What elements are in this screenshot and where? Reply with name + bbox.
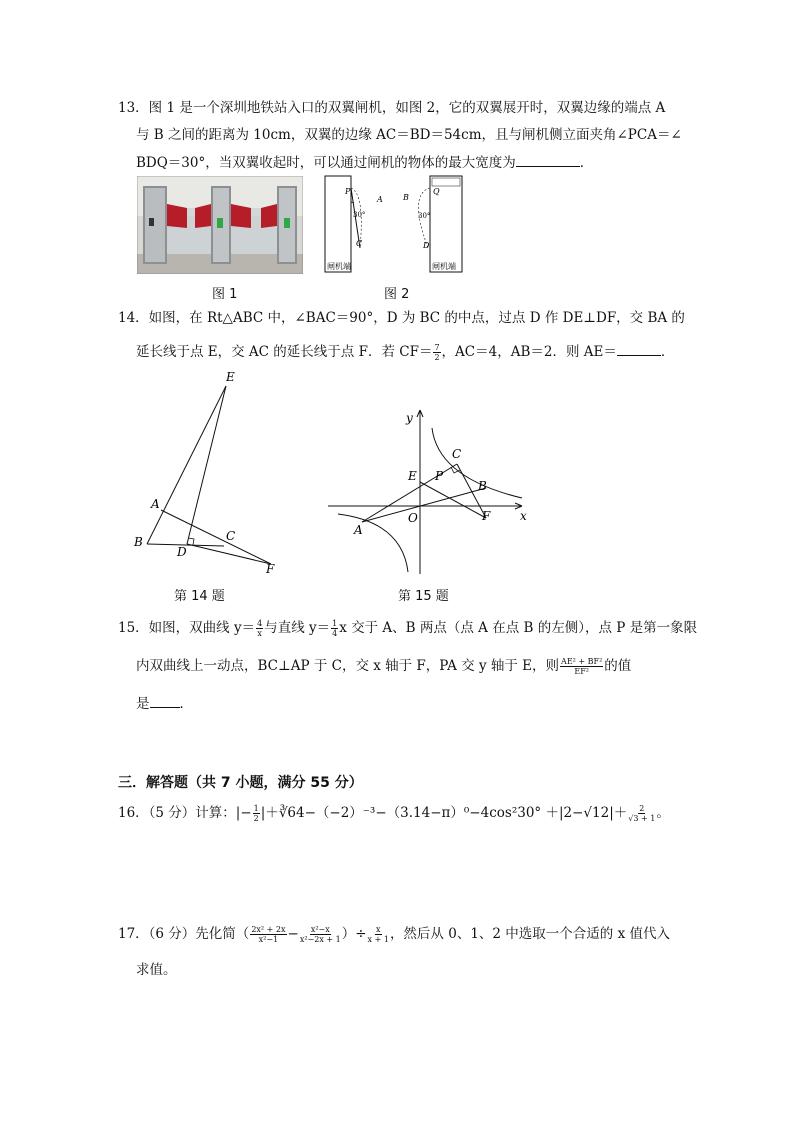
q14-point-c: C — [226, 529, 236, 543]
q15-line-3-end: ． — [179, 696, 193, 712]
q14-point-f: F — [266, 562, 275, 576]
q14-caption: 第 14 题 — [174, 589, 225, 604]
q16-half-numerator: 1 — [253, 804, 259, 813]
q17-text-b: ）÷ — [341, 926, 367, 942]
q14-line-2-text: 延长线于点 E，交 AC 的延长线于点 F．若 CF＝ — [136, 344, 433, 360]
q15-line-1-text-c: x 交于 A、B 两点（点 A 在点 B 的左侧），点 P 是第一象限 — [339, 620, 698, 636]
q15-point-b: B — [478, 479, 487, 493]
q15-hyperbola-denominator: x — [257, 629, 262, 638]
q15-line-2 — [136, 657, 631, 676]
q15-ratio-denominator: EF² — [574, 667, 589, 676]
q17-fraction-2-denominator: x²−2x + 1 — [299, 935, 341, 944]
q15-point-o: O — [408, 511, 418, 525]
q15-line-1-text-a: 15．如图，双曲线 y＝ — [118, 620, 256, 636]
q13-gate-label-left: 闸机端 — [327, 262, 351, 271]
q15-line-2-end: 的值 — [604, 658, 632, 674]
q15-line-1 — [118, 619, 697, 638]
q15-line-fraction — [331, 619, 338, 638]
q16-text-a: 16．（5 分）计算：|− — [118, 805, 252, 821]
q14-line-2-text-b: ，AC＝4，AB＝2．则 AE＝ — [441, 344, 617, 360]
q15-line-3 — [136, 693, 193, 713]
q17-minus: − — [287, 926, 299, 942]
q13-point-a: A — [377, 195, 383, 204]
q13-line-3 — [136, 152, 593, 172]
q13-figure-2-caption: 图 2 — [384, 287, 410, 302]
q13-line-3-end: ． — [579, 155, 594, 171]
q13-line-1: 13．图 1 是一个深圳地铁站入口的双翼闸机，如图 2，它的双翼展开时，双翼边缘的端点 A — [118, 100, 666, 116]
q15-axis-x: x — [520, 509, 527, 523]
q15-point-f: F — [482, 509, 491, 523]
q16-half-denominator: 2 — [253, 814, 259, 823]
q16-line — [118, 804, 670, 823]
q13-point-b: B — [403, 193, 409, 202]
section-3-heading: 三．解答题（共 7 小题，满分 55 分） — [118, 775, 363, 791]
q17-text-c: ，然后从 0、1、2 中选取一个合适的 x 值代入 — [389, 926, 670, 942]
q17-text-a: 17．（6 分）先化简（ — [118, 926, 250, 942]
q15-hyperbola-numerator: 4 — [257, 619, 263, 628]
q13-figure-1-caption: 图 1 — [212, 287, 238, 302]
q15-line-numerator: 1 — [332, 619, 338, 628]
q17-fraction-1 — [250, 925, 286, 944]
q17-fraction-2-numerator: x²−x — [310, 925, 330, 934]
q17-fraction-3-denominator: x + 1 — [367, 935, 389, 944]
q15-ratio-numerator: AE² + BF² — [561, 657, 603, 666]
q16-text-b: |＋∛64−（−2）⁻³−（3.14−π）⁰−4cos²30° ＋|2−√12|＋ — [260, 805, 628, 821]
q14-line-2-end: ． — [660, 344, 675, 360]
q17-fraction-2 — [300, 925, 341, 944]
q14-point-d: D — [177, 545, 187, 559]
q17-fraction-1-denominator: x²−1 — [258, 935, 279, 944]
q13-figure-2-diagram — [320, 172, 470, 276]
q13-angle-label-left: 30° — [353, 211, 366, 219]
q17-line-1 — [118, 925, 670, 944]
q13-point-c: C — [356, 239, 363, 248]
q15-hyperbola-fraction — [256, 619, 263, 638]
q13-point-d: D — [423, 241, 430, 250]
q14-figure — [126, 366, 286, 580]
q17-fraction-3-numerator: x — [375, 925, 381, 934]
q14-point-a: A — [151, 497, 160, 511]
q16-half-fraction — [253, 804, 260, 823]
q17-fraction-3 — [368, 925, 389, 944]
q16-last-numerator: 2 — [639, 804, 645, 813]
q15-point-a: A — [354, 523, 363, 537]
q13-point-q: Q — [433, 187, 440, 196]
q16-last-fraction — [628, 804, 655, 823]
q15-line-1-text-b: 与直线 y＝ — [264, 620, 331, 636]
q14-cf-fraction — [433, 343, 440, 362]
q14-cf-numerator: 7 — [434, 343, 440, 352]
q15-line-2-text: 内双曲线上一动点，BC⊥AP 于 C，交 x 轴于 F，PA 交 y 轴于 E，则 — [136, 658, 560, 674]
q17-fraction-1-numerator: 2x² + 2x — [251, 925, 286, 934]
q15-answer-blank — [150, 693, 180, 708]
q13-answer-blank — [516, 152, 580, 167]
q13-angle-label-right: 30° — [418, 212, 431, 220]
q16-text-end: 。 — [656, 805, 670, 821]
q17-line-2: 求值。 — [136, 962, 177, 978]
q13-line-3-text: BDQ＝30°，当双翼收起时，可以通过闸机的物体的最大宽度为 — [136, 155, 516, 171]
q14-point-e: E — [226, 370, 235, 384]
q13-point-p: P — [345, 187, 351, 196]
q15-caption: 第 15 题 — [398, 589, 449, 604]
q15-line-denominator: 4 — [332, 629, 338, 638]
q15-point-p: P — [435, 469, 444, 483]
q13-line-2: 与 B 之间的距离为 10cm，双翼的边缘 AC＝BD＝54cm，且与闸机侧立面夹角∠PCA＝∠ — [136, 127, 682, 143]
q15-point-c: C — [452, 447, 462, 461]
q13-gate-label-right: 闸机端 — [432, 262, 456, 271]
q14-line-1: 14．如图，在 Rt△ABC 中，∠BAC＝90°，D 为 BC 的中点，过点 D 作 DE⊥DF，交 BA 的 — [118, 310, 685, 326]
q14-point-b: B — [134, 535, 143, 549]
q16-last-denominator: √3 + 1 — [628, 814, 656, 823]
q15-ratio-fraction — [560, 657, 603, 676]
q14-answer-blank — [617, 341, 661, 356]
q14-line-2 — [136, 341, 674, 362]
q13-figure-1-photo — [137, 176, 303, 274]
q15-line-3-text: 是 — [136, 696, 150, 712]
q15-figure — [326, 404, 536, 576]
q14-cf-denominator: 2 — [434, 353, 440, 362]
q15-axis-y: y — [406, 411, 413, 425]
q15-point-e: E — [408, 469, 417, 483]
